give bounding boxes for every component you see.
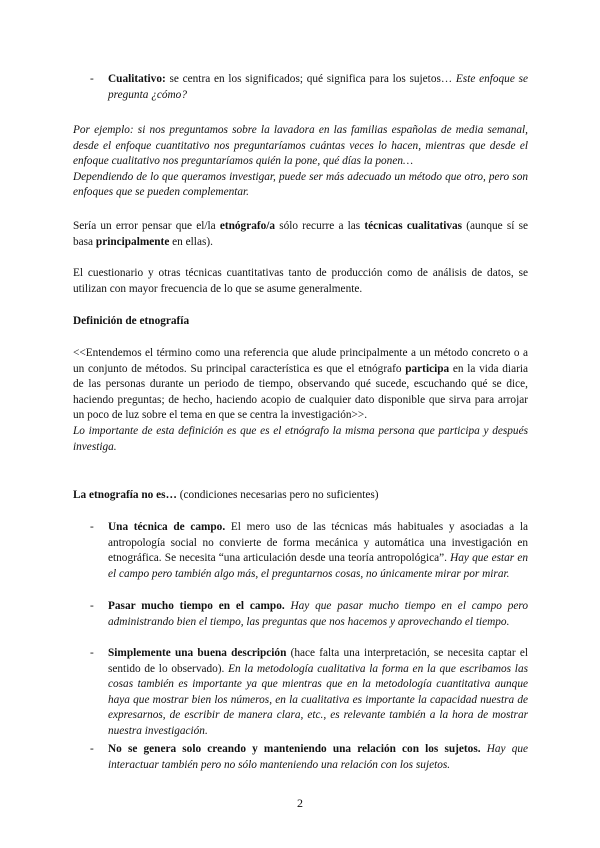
bullet-text: se centra en los significados; qué significa para los sujetos…: [165, 73, 456, 85]
definition-heading: [73, 314, 528, 330]
not-heading-normal: (condiciones necesarias pero no suficientes): [176, 489, 379, 501]
bullet-marker: -: [90, 521, 94, 533]
error-paragraph: [73, 219, 528, 250]
page-number: 2: [297, 796, 303, 810]
definition-text-1: <<Entendemos el término como una referencia que alude principalmente a un método concreto o a un conjunto de métodos. Su principal característica es que el etnógrafo: [73, 347, 528, 375]
item-italic: Hay que interactuar también pero no sólo manteniendo una relación con los sujetos.: [108, 743, 528, 771]
bullet-italic: Este enfoque se pregunta ¿cómo?: [108, 73, 528, 101]
item-italic: En la metodología cualitativa la forma en la que escribamos las cosas también es importante ya que mientras que en la metodología cuantitativa aunque haya que mostrar bien los números, en la cualitativa es importante la capacidad nuestra de expresarnos, de escribir de manera clara, etc., es relevante también a la hora de mostrar nuestra investigación.: [108, 662, 528, 737]
list-item-descripcion: [108, 646, 528, 740]
item-normal: El mero uso de las técnicas más habituales y asociadas a la antropología social no convierte de forma mecánica y automática una investigación en etnográfica. Se necesita “una articulación desde una teoría antropológica”.: [108, 521, 529, 565]
questionnaire-paragraph: El cuestionario y otras técnicas cuantitativas tanto de producción como de análisis de datos, se utilizan con mayor frecuencia de lo que se asume generalmente.: [73, 267, 528, 295]
bullet-marker: -: [90, 743, 94, 755]
definition-italic: Lo importante de esta definición es que es el etnógrafo la misma persona que participa y después investiga.: [73, 424, 528, 453]
error-bold-2: técnicas cualitativas: [364, 220, 463, 232]
example-paragraph: [73, 123, 528, 201]
error-text-4: en ellas).: [169, 235, 213, 248]
not-heading-bold: La etnografía no es…: [73, 489, 177, 501]
bullet-item-cualitativo: [108, 72, 528, 103]
list-item-mucho-tiempo: [108, 599, 528, 630]
definition-text-2: en la vida diaria de las personas durante un periodo de tiempo, observando qué sucede, escuchando qué se dice, haciendo preguntas; de hecho, haciendo acopio de cualquier dato disponible que sirva para arrojar un poco de luz sobre el tema en que se centra la investigación>>.: [73, 362, 528, 422]
bullet-marker: -: [90, 73, 94, 85]
item-bold: Simplemente una buena descripción: [108, 647, 287, 659]
bullet-marker: -: [90, 647, 94, 659]
item-italic: Hay que estar en el campo pero también algo más, el preguntarnos cosas, no únicamente mirar por mirar.: [108, 552, 528, 580]
error-bold-1: etnógrafo/a: [219, 220, 276, 232]
example-text-2: Dependiendo de lo que queramos investigar, puede ser más adecuado un método que otro, pero son enfoques que se pueden complementar.: [73, 170, 528, 199]
item-bold: Pasar mucho tiempo en el campo.: [108, 600, 285, 612]
list-item-tecnica-campo: [108, 520, 528, 582]
definition-bold: participa: [405, 362, 450, 375]
not-heading: [73, 488, 528, 504]
item-bold: No se genera solo creando y manteniendo una relación con los sujetos.: [108, 743, 481, 755]
error-text-1: Sería un error pensar que el/la: [73, 220, 220, 232]
bullet-label: Cualitativo:: [108, 73, 166, 85]
error-text-3: (aunque sí se basa: [73, 220, 528, 248]
item-normal: (hace falta una interpretación, se necesita captar el sentido de lo observado).: [108, 647, 528, 675]
error-text-2: sólo recurre a las: [275, 220, 365, 232]
definition-heading-text: Definición de etnografía: [73, 315, 190, 327]
list-item-relacion-sujetos: [108, 742, 528, 773]
item-bold: Una técnica de campo.: [108, 521, 226, 533]
definition-paragraph: [73, 346, 528, 455]
example-text-1: Por ejemplo: si nos preguntamos sobre la lavadora en las familias españolas de media semanal, desde el enfoque cuantitativo nos preguntaríamos cuántas veces lo hacen, mientras que desde el enfoque cualitativo nos preguntaríamos quién la pone, qué días la ponen…: [73, 124, 528, 168]
item-italic: Hay que pasar mucho tiempo en el campo pero administrando bien el tiempo, las preguntas que nos hacemos y aprovechando el tiempo.: [108, 600, 528, 628]
error-bold-3: principalmente: [95, 235, 170, 248]
bullet-marker: -: [90, 600, 94, 612]
